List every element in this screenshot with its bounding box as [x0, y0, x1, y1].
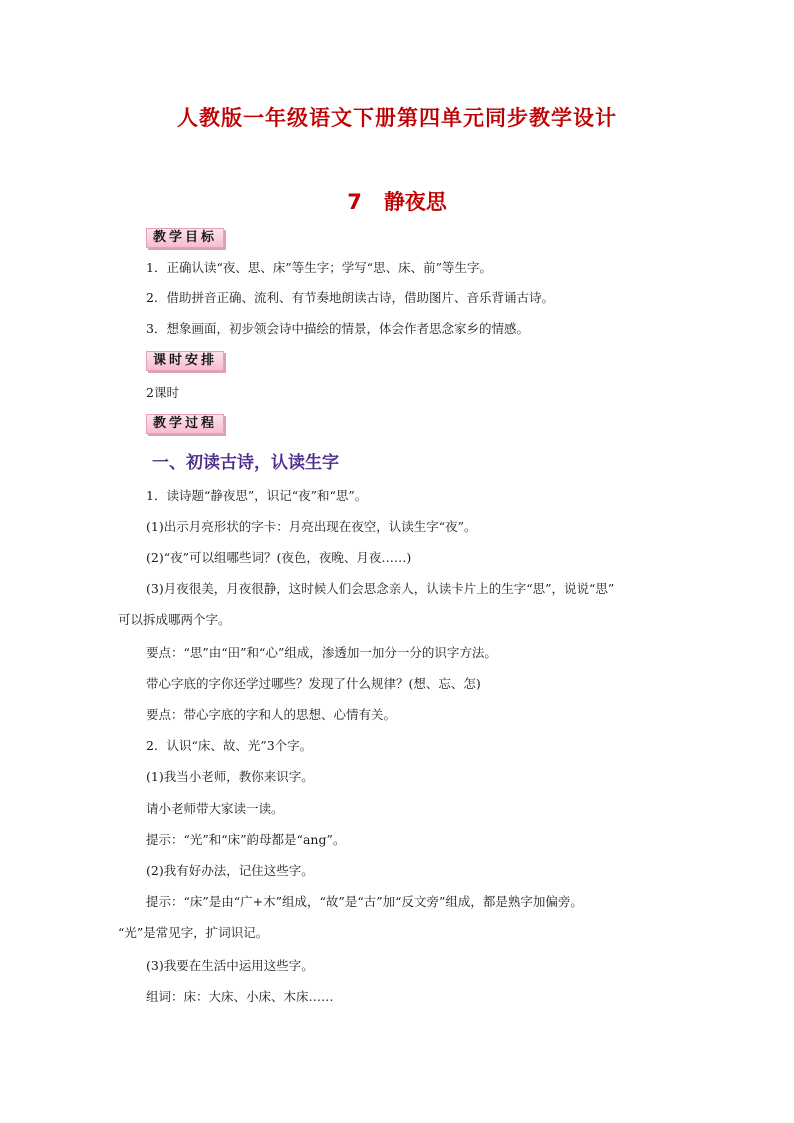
body-line: (1)出示月亮形状的字卡：月亮出现在夜空，认读生字“夜”。 [146, 519, 477, 534]
body-line: (3)月夜很美，月夜很静，这时候人们会思念亲人，认读卡片上的生字“思”，说说“思” [146, 581, 615, 596]
schedule-text: 2课时 [146, 385, 179, 400]
body-line: 可以拆成哪两个字。 [118, 612, 231, 627]
objective-item: 3．想象画面，初步领会诗中描绘的情景，体会作者思念家乡的情感。 [146, 321, 529, 336]
objective-item: 1．正确认读“夜、思、床”等生字；学写“思、床、前”等生字。 [146, 260, 493, 275]
body-line: 组词：床：大床、小床、木床…… [146, 989, 334, 1004]
lesson-number: 7 [347, 190, 362, 214]
body-line: (3)我要在生活中运用这些字。 [146, 958, 314, 973]
body-line: (2)“夜”可以组哪些词？(夜色，夜晚、月夜……) [146, 550, 412, 565]
body-line: 1．读诗题“静夜思”，识记“夜”和“思”。 [146, 488, 368, 503]
body-line: 要点：“思”由“田”和“心”组成，渗透加一加分一分的识字方法。 [146, 645, 497, 660]
body-line: 提示：“光”和“床”韵母都是“ang”。 [146, 832, 346, 847]
document-title: 人教版一年级语文下册第四单元同步教学设计 [177, 106, 617, 130]
objective-item: 2．借助拼音正确、流利、有节奏地朗读古诗，借助图片、音乐背诵古诗。 [146, 290, 554, 305]
section-heading: 一、初读古诗，认读生字 [152, 453, 339, 473]
body-line: 2．认识“床、故、光”3个字。 [146, 738, 313, 753]
body-line: 要点：带心字底的字和人的思想、心情有关。 [146, 707, 397, 722]
lesson-title [0, 186, 794, 216]
schedule-tag: 课时安排 [146, 351, 224, 371]
body-line: (1)我当小老师，教你来识字。 [146, 769, 314, 784]
lesson-name: 静夜思 [383, 190, 447, 214]
body-line: 提示：“床”是由“广+木”组成，“故”是“古”加“反文旁”组成，都是熟字加偏旁。 [146, 894, 583, 909]
body-line: (2)我有好办法，记住这些字。 [146, 863, 314, 878]
body-line: 带心字底的字你还学过哪些？发现了什么规律？(想、忘、怎) [146, 676, 481, 691]
body-line: “光”是常见字，扩词识记。 [118, 925, 269, 940]
body-line: 请小老师带大家读一读。 [146, 801, 284, 816]
objectives-tag: 教学目标 [146, 228, 224, 248]
process-tag: 教学过程 [146, 414, 224, 434]
